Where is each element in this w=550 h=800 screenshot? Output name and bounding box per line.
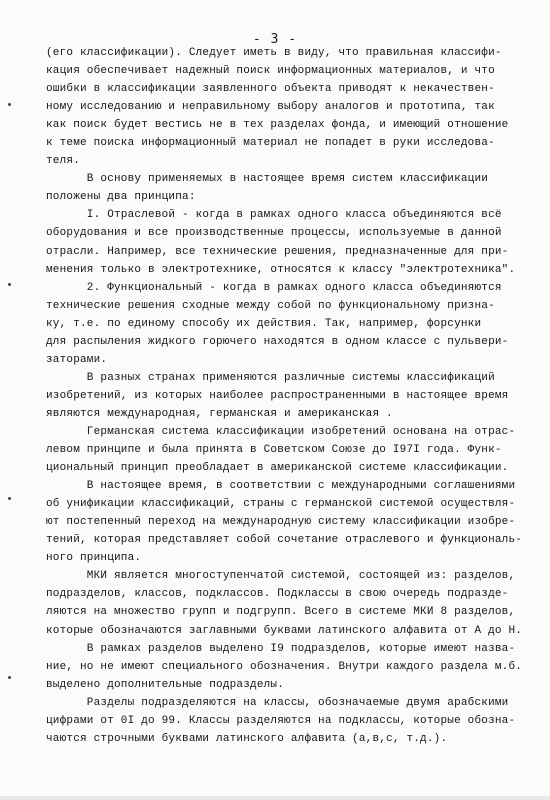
- text-line: ного принципа.: [46, 552, 142, 565]
- text-line: выделено дополнительные подразделы.: [46, 678, 285, 691]
- text-line: отрасли. Например, все технические решения, предназначенные для при-: [46, 245, 509, 258]
- text-line: теля.: [46, 155, 81, 168]
- text-line: ному исследованию и неправильному выбору аналогов и прототипа, так: [46, 101, 495, 114]
- page-edge: [0, 796, 550, 800]
- text-line: технические решения сходные между собой по функциональному призна-: [46, 299, 495, 312]
- text-line: Разделы подразделяются на классы, обозначаемые двумя арабскими: [46, 696, 509, 709]
- text-line: Германская система классификации изобретений основана на отрас-: [46, 425, 516, 438]
- text-line: изобретений, из которых наиболее распространенными в настоящее время: [46, 389, 509, 402]
- body-text: [46, 44, 540, 748]
- page-number: - 3 -: [252, 32, 298, 47]
- text-line: подразделов, классов, подклассов. Подклассы в свою очередь подразде-: [46, 588, 509, 601]
- margin-mark: [8, 103, 11, 106]
- text-line: ляются на множество групп и подгрупп. Всего в системе МКИ 8 разделов,: [46, 606, 516, 619]
- text-line: ют постепенный переход на международную систему классификации изобре-: [46, 516, 516, 529]
- text-line: (его классификации). Следует иметь в виду, что правильная классифи-: [46, 47, 502, 59]
- text-line: ку, т.е. по единому способу их действия. Так, например, форсунки: [46, 317, 482, 330]
- margin-mark: [8, 676, 11, 679]
- text-line: оборудования и все производственные процессы, используемые в данной: [46, 227, 502, 240]
- text-line: ошибки в классификации заявленного объекта приводят к некачествен-: [46, 83, 495, 96]
- text-line: которые обозначаются заглавными буквами латинского алфавита от А до Н.: [46, 624, 523, 637]
- text-line: заторами.: [46, 353, 108, 366]
- text-line: 2. Функциональный - когда в рамках одного класса объединяются: [46, 281, 502, 294]
- text-line: положены два принципа:: [46, 191, 196, 204]
- text-line: ние, но не имеют специального обозначения. Внутри каждого раздела м.б.: [46, 660, 523, 673]
- text-line: МКИ является многоступенчатой системой, состоящей из: разделов,: [46, 570, 516, 583]
- text-line: как поиск будет вестись не в тех разделах фонда, и имеющий отношение: [46, 119, 509, 132]
- text-line: менения только в электротехнике, относятся к классу "электротехника".: [46, 263, 516, 276]
- text-line: кация обеспечивает надежный поиск информационных материалов, и что: [46, 65, 495, 78]
- text-line: циональный принцип преобладает в американской системе классификации.: [46, 462, 509, 475]
- text-line: к теме поиска информационный материал не попадет в руки исследова-: [46, 137, 495, 150]
- text-line: В рамках разделов выделено I9 подразделов, которые имеют назва-: [46, 642, 516, 655]
- text-line: цифрами от 0I до 99. Классы разделяются на подклассы, которые обозна-: [46, 714, 516, 727]
- margin-mark: [8, 283, 11, 286]
- text-line: для распыления жидкого горючего находятся в одном классе с пульвери-: [46, 335, 509, 348]
- text-line: являются международная, германская и американская .: [46, 407, 393, 420]
- text-line: В настоящее время, в соответствии с международными соглашениями: [46, 480, 516, 493]
- margin-mark: [8, 497, 11, 500]
- text-line: левом принципе и была принята в Советском Союзе до I97I года. Функ-: [46, 444, 502, 457]
- text-line: об унификации классификаций, страны с германской системой осуществля-: [46, 498, 516, 511]
- text-line: I. Отраслевой - когда в рамках одного класса объединяются всё: [46, 209, 502, 222]
- text-line: В разных странах применяются различные системы классификаций: [46, 371, 495, 384]
- text-line: тений, которая представляет собой сочетание отраслевого и функциональ-: [46, 534, 523, 547]
- text-line: чаются строчными буквами латинского алфавита (а,в,с, т.д.).: [46, 732, 448, 745]
- text-line: В основу применяемых в настоящее время систем классификации: [46, 173, 489, 186]
